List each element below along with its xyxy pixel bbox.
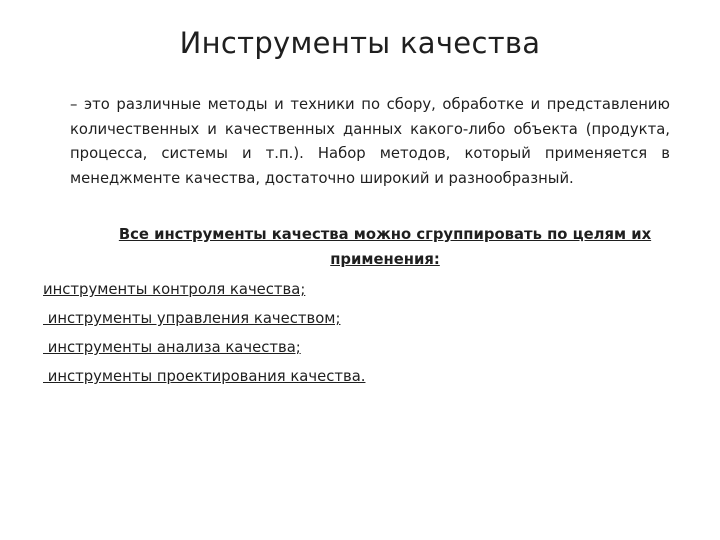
definition-text: – это различные методы и техники по сбору, обработке и представлению количественных и качественных данных какого-либо объекта (продукта, процесса, системы и т.п.). Набор методов, который применяется в менеджменте качества, достаточно широкий и разнообразный. bbox=[70, 96, 670, 187]
group-heading: Все инструменты качества можно сгруппировать по целям их применения: bbox=[118, 226, 652, 268]
slide-title: Инструменты качества bbox=[179, 26, 541, 60]
tools-list bbox=[43, 275, 683, 391]
list-item-design: инструменты проектирования качества. bbox=[43, 368, 366, 385]
list-item-control: инструменты контроля качества; bbox=[43, 281, 306, 298]
list-item-management: инструменты управления качеством; bbox=[43, 310, 341, 327]
list-item-analysis: инструменты анализа качества; bbox=[43, 339, 301, 356]
